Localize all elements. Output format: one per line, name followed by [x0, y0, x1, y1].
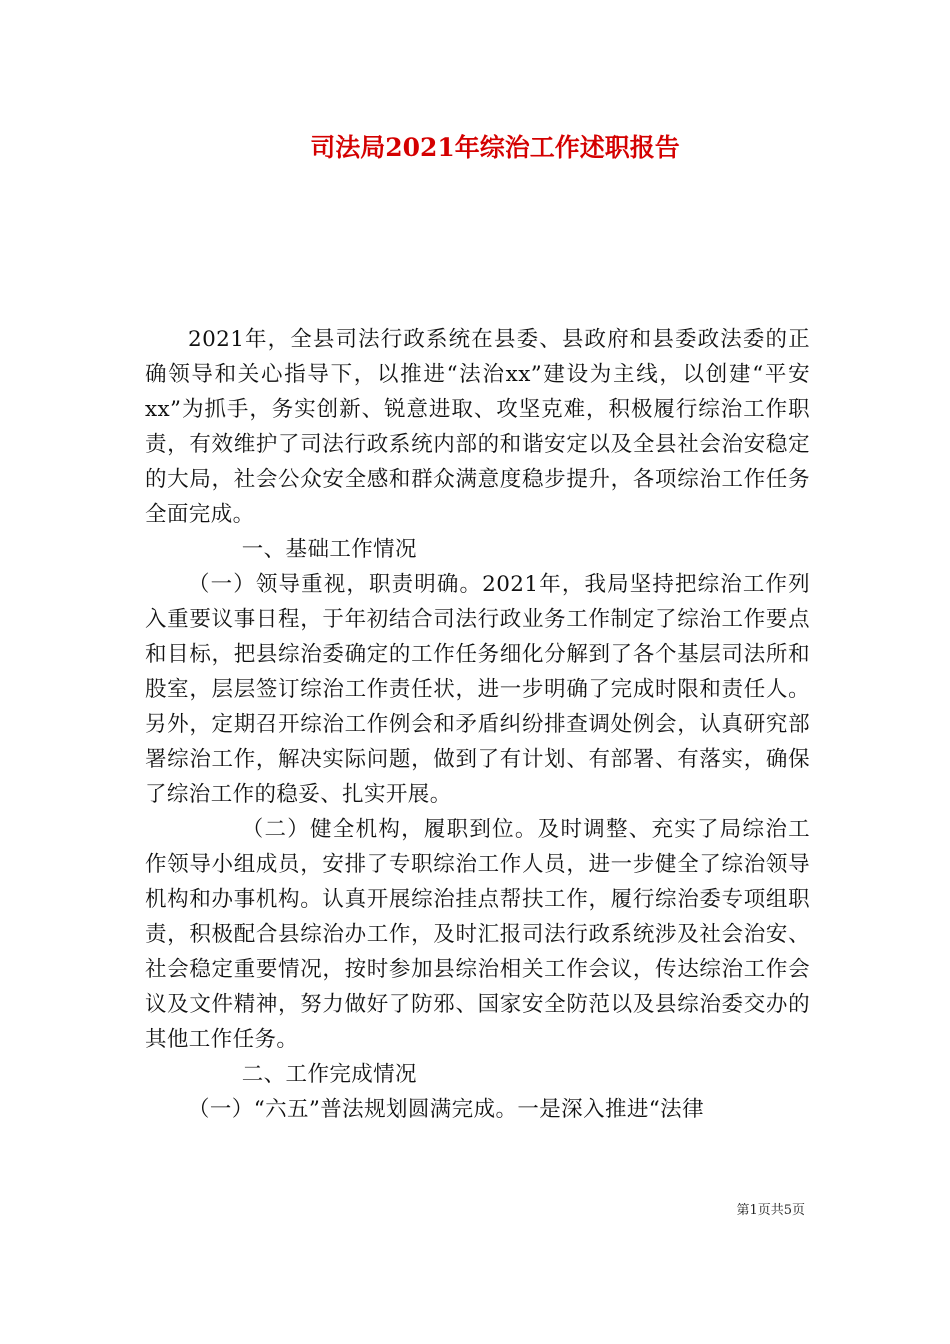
document-body [145, 322, 810, 1127]
paragraph-legal-education: （一）“六五”普法规划圆满完成。一是深入推进“法律 [188, 1097, 704, 1122]
paragraph-intro: 2021年，全县司法行政系统在县委、县政府和县委政法委的正确领导和关心指导下，以推进“法治xx”建设为主线，以创建“平安xx”为抓手，务实创新、锐意进取、攻坚克难，积极履行综治工作职责，有效维护了司法行政系统内部的和谐安定以及全县社会治安稳定的大局，社会公众安全感和群众满意度稳步提升，各项综治工作任务全面完成。 [145, 327, 810, 527]
page-number-footer: 第1页共5页 [736, 1203, 805, 1218]
paragraph-leadership: （一）领导重视，职责明确。2021年，我局坚持把综治工作列入重要议事日程，于年初结合司法行政业务工作制定了综治工作要点和目标，把县综治委确定的工作任务细化分解到了各个基层司法所和股室，层层签订综治工作责任状，进一步明确了完成时限和责任人。另外，定期召开综治工作例会和矛盾纠纷排查调处例会，认真研究部署综治工作，解决实际问题，做到了有计划、有部署、有落实，确保了综治工作的稳妥、扎实开展。 [145, 572, 810, 807]
paragraph-organization: （二）健全机构，履职到位。及时调整、充实了局综治工作领导小组成员，安排了专职综治工作人员，进一步健全了综治领导机构和办事机构。认真开展综治挂点帮扶工作，履行综治委专项组职责，积极配合县综治办工作，及时汇报司法行政系统涉及社会治安、社会稳定重要情况，按时参加县综治相关工作会议，传达综治工作会议及文件精神，努力做好了防邪、国家安全防范以及县综治委交办的其他工作任务。 [145, 817, 810, 1052]
section-heading-work-completion: 二、工作完成情况 [241, 1062, 417, 1087]
page-title: 司法局2021年综治工作述职报告 [310, 133, 680, 162]
section-heading-basic-work: 一、基础工作情况 [241, 537, 417, 562]
